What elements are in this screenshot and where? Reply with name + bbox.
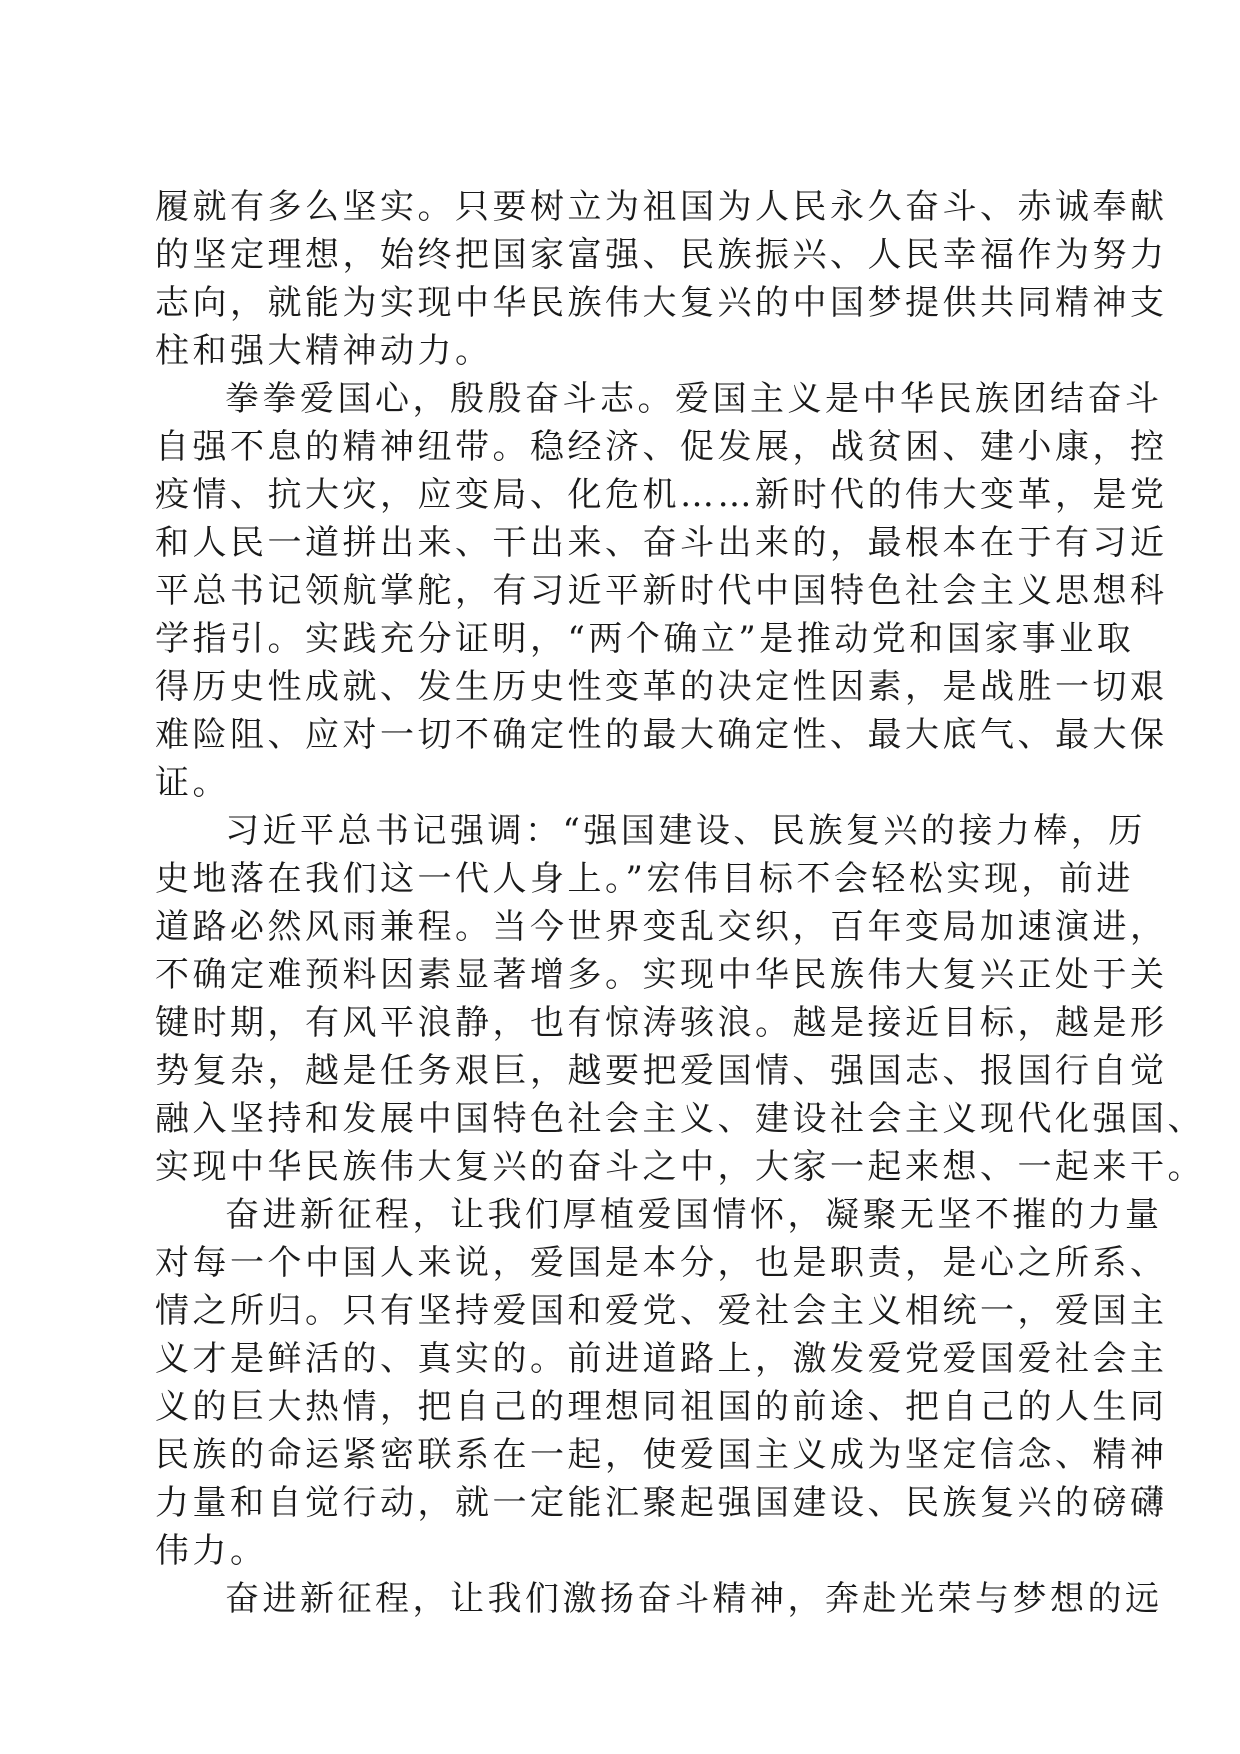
paragraph-1 <box>155 183 1168 375</box>
paragraph-4 <box>155 1191 1168 1575</box>
text-line: 得历史性成就、发生历史性变革的决定性因素，是战胜一切艰 <box>155 667 1168 707</box>
text-line: 志向，就能为实现中华民族伟大复兴的中国梦提供共同精神支 <box>155 283 1168 323</box>
document-body <box>155 183 1205 1623</box>
text-line: 道路必然风雨兼程。当今世界变乱交织，百年变局加速演进， <box>155 907 1168 947</box>
text-line: 实现中华民族伟大复兴的奋斗之中，大家一起来想、一起来干。 <box>155 1147 1205 1187</box>
text-line: 对每一个中国人来说，爱国是本分，也是职责，是心之所系、 <box>155 1243 1168 1283</box>
text-line: 拳拳爱国心，殷殷奋斗志。爱国主义是中华民族团结奋斗 <box>225 379 1163 419</box>
text-line: 难险阻、应对一切不确定性的最大确定性、最大底气、最大保 <box>155 715 1168 755</box>
text-line: 势复杂，越是任务艰巨，越要把爱国情、强国志、报国行自觉 <box>155 1051 1168 1091</box>
text-line: 的坚定理想，始终把国家富强、民族振兴、人民幸福作为努力 <box>155 235 1168 275</box>
text-line: 和人民一道拼出来、干出来、奋斗出来的，最根本在于有习近 <box>155 523 1168 563</box>
text-line: 履就有多么坚实。只要树立为祖国为人民永久奋斗、赤诚奉献 <box>155 187 1168 227</box>
text-line: 不确定难预料因素显著增多。实现中华民族伟大复兴正处于关 <box>155 955 1168 995</box>
text-line: 奋进新征程，让我们激扬奋斗精神，奔赴光荣与梦想的远 <box>225 1579 1163 1619</box>
paragraph-2 <box>155 375 1168 807</box>
text-line: 奋进新征程，让我们厚植爱国情怀，凝聚无坚不摧的力量 <box>225 1195 1163 1235</box>
text-line: 史地落在我们这一代人身上。”宏伟目标不会轻松实现，前进 <box>155 859 1134 899</box>
text-line: 证。 <box>155 763 230 803</box>
text-line: 键时期，有风平浪静，也有惊涛骇浪。越是接近目标，越是形 <box>155 1003 1168 1043</box>
text-line: 情之所归。只有坚持爱国和爱党、爱社会主义相统一，爱国主 <box>155 1291 1168 1331</box>
text-line: 平总书记领航掌舵，有习近平新时代中国特色社会主义思想科 <box>155 571 1168 611</box>
text-line: 伟力。 <box>155 1531 268 1571</box>
paragraph-5 <box>155 1575 1163 1623</box>
text-line: 自强不息的精神纽带。稳经济、促发展，战贫困、建小康，控 <box>155 427 1168 467</box>
text-line: 义的巨大热情，把自己的理想同祖国的前途、把自己的人生同 <box>155 1387 1168 1427</box>
text-line: 力量和自觉行动，就一定能汇聚起强国建设、民族复兴的磅礴 <box>155 1483 1168 1523</box>
text-line: 义才是鲜活的、真实的。前进道路上，激发爱党爱国爱社会主 <box>155 1339 1168 1379</box>
text-line: 融入坚持和发展中国特色社会主义、建设社会主义现代化强国、 <box>155 1099 1205 1139</box>
text-line: 习近平总书记强调：“强国建设、民族复兴的接力棒，历 <box>225 811 1146 851</box>
text-line: 柱和强大精神动力。 <box>155 331 493 371</box>
text-line: 民族的命运紧密联系在一起，使爱国主义成为坚定信念、精神 <box>155 1435 1168 1475</box>
text-line: 疫情、抗大灾，应变局、化危机……新时代的伟大变革，是党 <box>155 475 1168 515</box>
text-line: 学指引。实践充分证明，“两个确立”是推动党和国家事业取 <box>155 619 1135 659</box>
paragraph-3 <box>155 807 1205 1191</box>
